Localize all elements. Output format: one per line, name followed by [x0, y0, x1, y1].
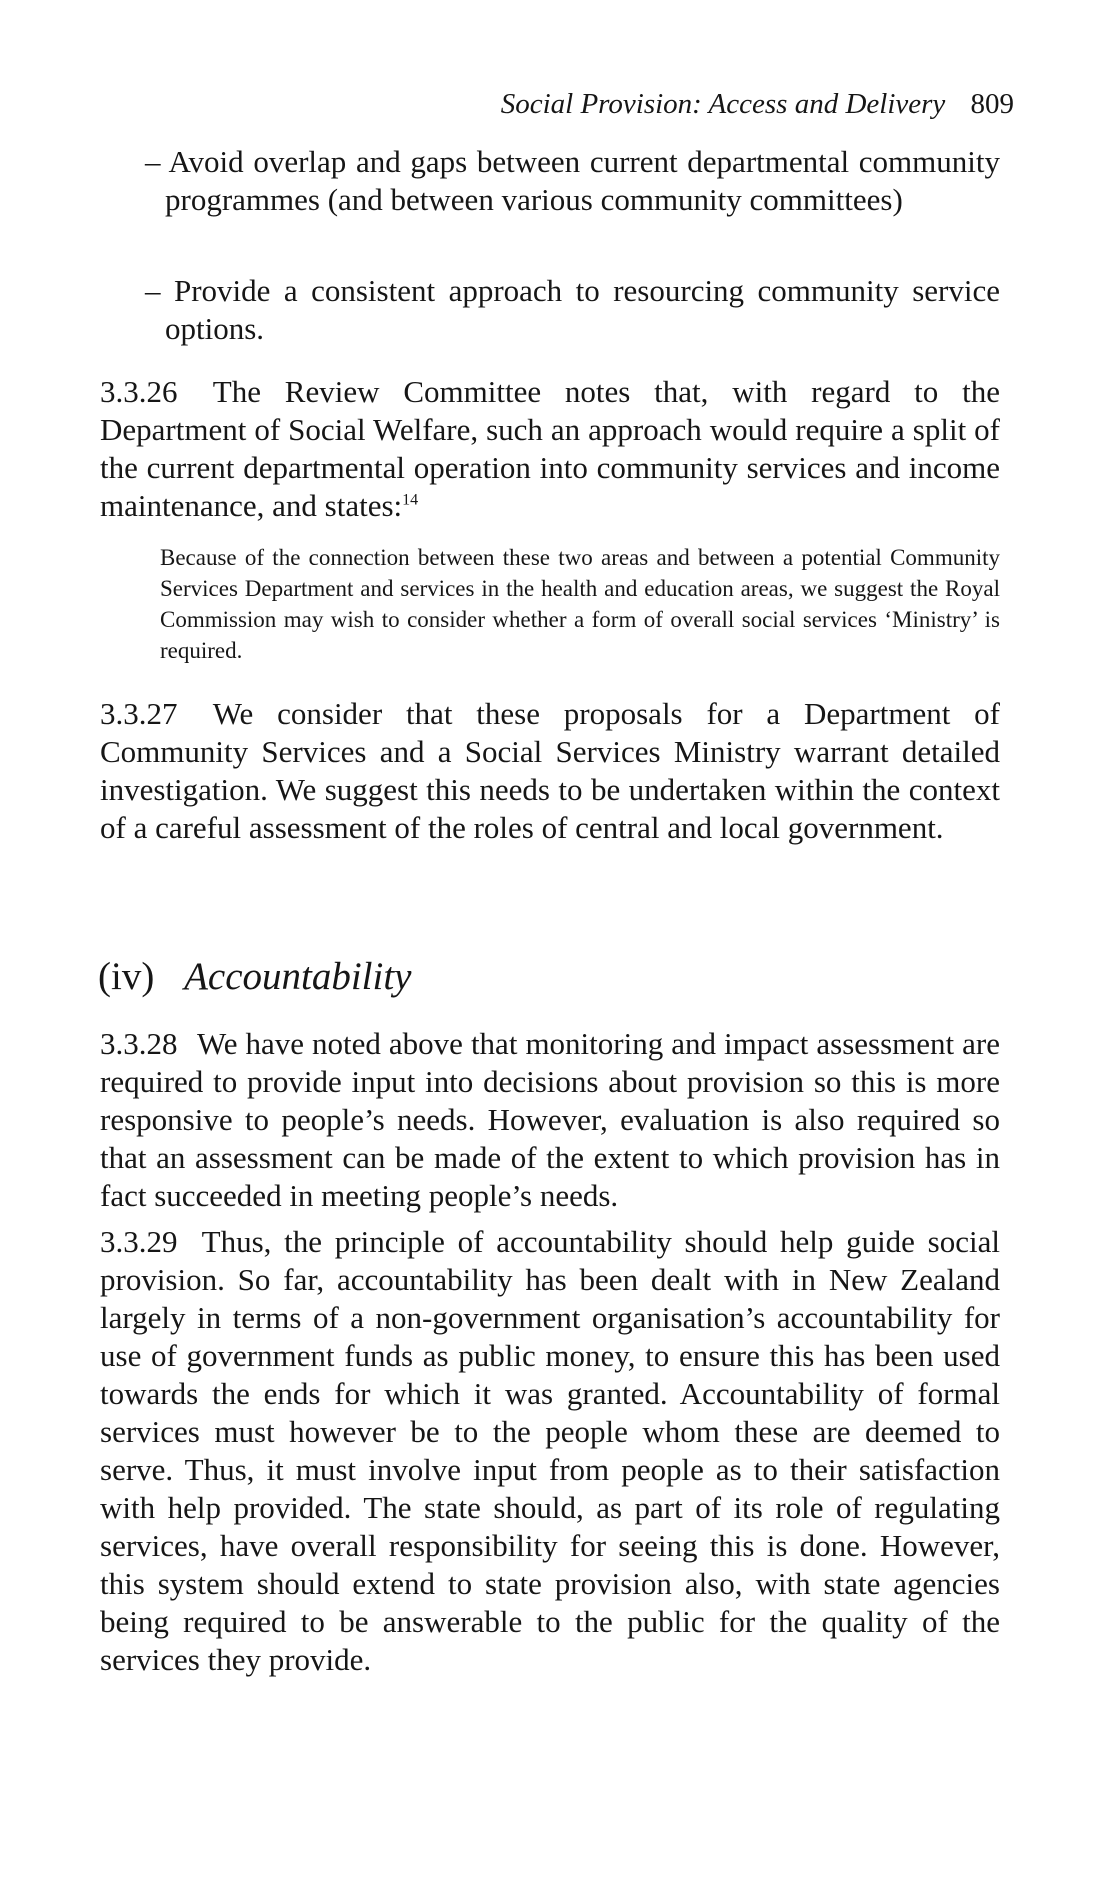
paragraph-number: 3.3.26 — [100, 374, 178, 409]
paragraph-text: The Review Committee notes that, with regard to the Department of Social Welfare, such an approach would require a split of the current departmental operation into community services and income maintenance, and states: — [100, 374, 1000, 523]
paragraph-text: Thus, the principle of accountability should help guide social provision. So far, accountability has been dealt with in New Zealand largely in terms of a non-government organisation’s accountability for use of government funds as public money, to ensure this has been used towards the ends for which it was granted. Accountability of formal services must however be to the people whom these are deemed to serve. Thus, it must involve input from people as to their satisfaction with help provided. The state should, as part of its role of regulating services, have overall responsibility for seeing this is done. However, this system should extend to state provision also, with state agencies being required to be answerable to the public for the quality of the services they provide. — [100, 1224, 1000, 1677]
section-heading — [98, 954, 412, 999]
paragraph-number: 3.3.28 — [100, 1026, 178, 1061]
paragraph-3-3-26 — [100, 373, 1000, 525]
running-head-title: Social Provision: Access and Delivery — [500, 88, 946, 120]
section-title: Accountability — [184, 955, 412, 998]
bullet-item-2: – Provide a consistent approach to resourcing community service options. — [145, 273, 1000, 346]
paragraph-3-3-28 — [100, 1025, 1000, 1215]
paragraph-text: We consider that these proposals for a Department of Community Services and a Social Services Ministry warrant detailed investigation. We suggest this needs to be undertaken within the context of a careful assessment of the roles of central and local government. — [100, 696, 1000, 845]
bullet-item-1: – Avoid overlap and gaps between current departmental community programmes (and between various community committees) — [145, 144, 1000, 217]
page-number: 809 — [970, 88, 1014, 120]
paragraph-number: 3.3.29 — [100, 1224, 178, 1259]
running-head — [501, 86, 1014, 121]
paragraph-3-3-27 — [100, 695, 1000, 847]
paragraph-number: 3.3.27 — [100, 696, 178, 731]
section-label: (iv) — [98, 955, 155, 998]
paragraph-text: We have noted above that monitoring and impact assessment are required to provide input into decisions about provision so this is more responsive to people’s needs. However, evaluation is also required so that an assessment can be made of the extent to which provision has in fact succeeded in meeting people’s needs. — [100, 1026, 1000, 1213]
block-quote: Because of the connection between these two areas and between a potential Community Services Department and services in the health and education areas, we suggest the Royal Commission may wish to consider whether a form of overall social services ‘Ministry’ is required. — [160, 545, 1000, 663]
footnote-marker: 14 — [402, 491, 419, 509]
paragraph-3-3-29 — [100, 1223, 1000, 1679]
